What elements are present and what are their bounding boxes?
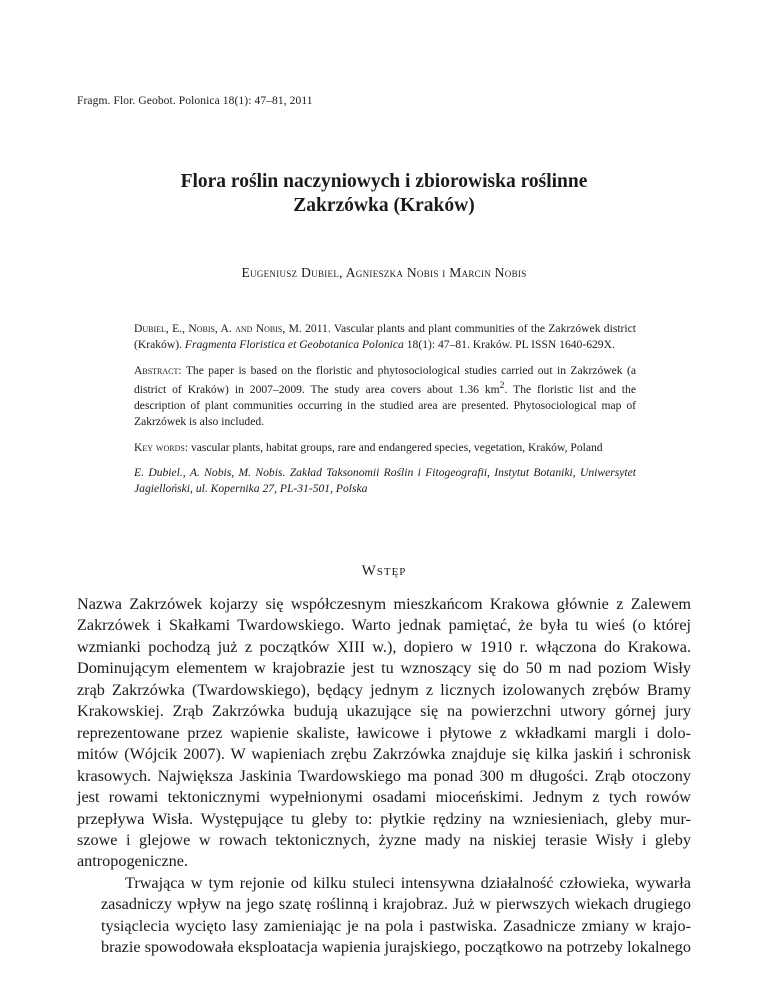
paragraph-1: [77, 594, 691, 873]
text-line: zrąb Zakrzówka (Twardowskiego), będący jednym z licznych izolowanych zrębów Bramy: [77, 680, 691, 699]
text-line: Trwająca w tym rejonie od kilku stuleci intensywna działalność człowieka, wywarła: [125, 873, 691, 892]
text-line: przepływa Wisła. Występujące tu gleby to: płytkie rędziny na wzniesieniach, gleby mur-: [77, 809, 691, 828]
running-head: Fragm. Flor. Geobot. Polonica 18(1): 47–81, 2011: [77, 95, 313, 107]
text-line: tysiąclecia wycięto lasy zamieniając je na pola i pastwiska. Zasadnicze zmiany w krajo-: [101, 916, 691, 935]
citation-english-title: Vascular plants and plant communities of the Zakrzówek district (Kraków).: [134, 322, 637, 351]
text-line: mitów (Wójcik 2007). W wapieniach zrębu Zakrzówka znajduje się kilka jaskiń i schronisk: [77, 745, 691, 764]
title-line-1: Flora roślin naczyniowych i zbiorowiska roślinne: [180, 171, 588, 192]
text-line: wzmianki pochodzą już z początków XIII w.), dopiero w 1910 r. włączona do Krakowa.: [77, 637, 691, 656]
text-line: Zakrzówek i Skałkami Twardowskiego. Warto jednak pamiętać, że była tu wieś (o której: [77, 616, 691, 635]
text-line: antropogeniczne.: [77, 852, 189, 871]
citation-journal: Fragmenta Floristica et Geobotanica Polonica: [184, 337, 404, 351]
text-line: krasowych. Największa Jaskinia Twardowskiego ma ponad 300 m długości. Zrąb otoczony: [77, 766, 691, 785]
body-text: [77, 594, 691, 959]
abstract-block: [134, 321, 636, 507]
text-line: reprezentowane przez wapienie skaliste, ławicowe i płytowe z wkładkami margli i dolo-: [77, 723, 691, 742]
section-heading: Wstęp: [361, 563, 407, 579]
keywords-label: Key words:: [134, 440, 189, 454]
affiliation-text: E. Dubiel., A. Nobis, M. Nobis. Zakład Taksonomii Roślin i Fitogeografii, Instytut Botaniki, Uniwersytet Jagielloński, ul. Kopernika 27, PL-31-501, Polska: [134, 466, 636, 496]
author-list: Eugeniusz Dubiel, Agnieszka Nobis i Marcin Nobis: [241, 265, 527, 280]
abstract-text-end: . The floristic list and the description of plant communities occurring in the studied area are presented. Phytosociological map of Zakrzówek is also included.: [134, 383, 636, 428]
text-line: Nazwa Zakrzówek kojarzy się współczesnym mieszkańcom Krakowa głównie z Zalewem: [77, 595, 691, 613]
text-line: szowe i glejowe w rowach tektonicznych, żyzne mady na niskiej terasie Wisły i gleby: [77, 830, 691, 849]
text-line: Dominującym elementem w krajobrazie jest tu wznoszący się do 50 m nad poziom Wisły: [77, 659, 691, 678]
article-title: [77, 170, 691, 218]
affiliation: [134, 465, 636, 497]
text-line: Krakowskiej. Zrąb Zakrzówka budują ukazujące się na powierzchni utwory górnej jury: [77, 702, 691, 721]
citation-details: 18(1): 47–81. Kraków. PL ISSN 1640-629X.: [403, 337, 615, 351]
abstract-text: The paper is based on the floristic and phytosociological studies carried out in Zakrzówek (a district of Kraków) in 2007–2009. The study area covers about 1.36 km: [134, 363, 636, 397]
text-line: brazie spowodowała eksploatacja wapienia jurajskiego, początkowo na potrzeby lokalnego: [101, 938, 691, 957]
citation-authors: Dubiel, E., Nobis, A. and Nobis, M. 2011.: [134, 322, 331, 335]
abstract: [134, 363, 636, 430]
abstract-superscript: 2: [499, 380, 505, 392]
paragraph-2: [77, 873, 691, 959]
keywords: [134, 440, 636, 456]
text-line: zasadniczy wpływ na jego szatę roślinną i krajobraz. Już w pierwszych wiekach drugiego: [101, 895, 691, 914]
keywords-text: vascular plants, habitat groups, rare and endangered species, vegetation, Kraków, Poland: [188, 440, 603, 454]
abstract-label: Abstract:: [134, 363, 182, 377]
citation: [134, 321, 636, 353]
title-line-2: Zakrzówka (Kraków): [293, 195, 475, 216]
text-line: jest rowami tektonicznymi wypełnionymi osadami mioceńskimi. Jednym z tych rowów: [77, 788, 691, 807]
